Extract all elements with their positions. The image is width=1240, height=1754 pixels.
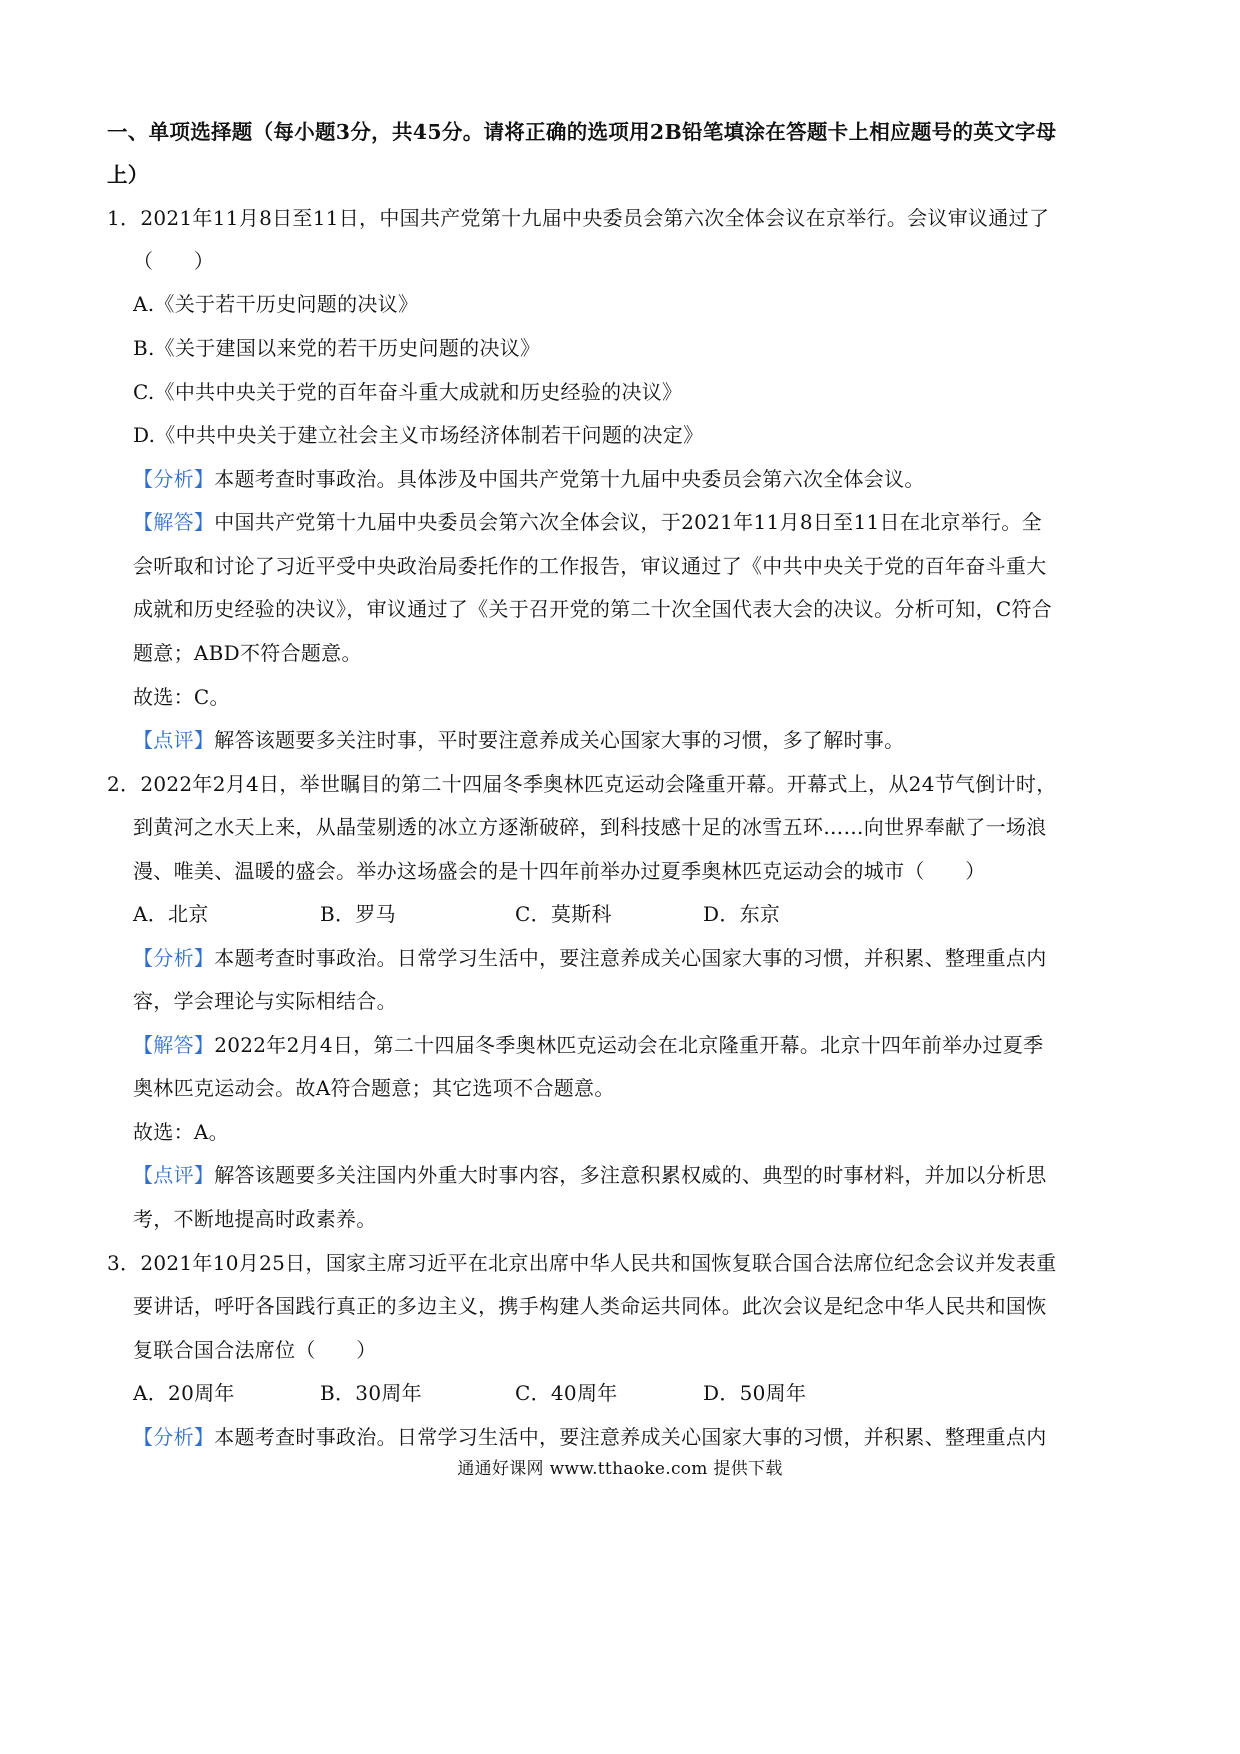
q2-comment-line-2: 考，不断地提高时政素养。 <box>133 1207 377 1231</box>
q1-option-a: A.《关于若干历史问题的决议》 <box>133 292 419 316</box>
analysis-tag: 【分析】 <box>133 467 215 491</box>
q1-option-b: B.《关于建国以来党的若干历史问题的决议》 <box>133 336 541 360</box>
q3-stem-line-3: 复联合国合法席位（ ） <box>133 1338 377 1362</box>
q1-option-d: D.《中共中央关于建立社会主义市场经济体制若干问题的决定》 <box>133 423 704 447</box>
q2-option-a: A．北京 <box>133 902 209 926</box>
page-footer: 通通好课网 www.tthaoke.com 提供下载 <box>457 1459 783 1479</box>
comment-tag: 【点评】 <box>133 1163 215 1187</box>
q3-option-b: B．30周年 <box>320 1381 422 1405</box>
section-heading-line-1: 一、单项选择题（每小题3分，共45分。请将正确的选项用2B铅笔填涂在答题卡上相应题号的英文字母 <box>107 120 1057 144</box>
q2-analysis-line-1 <box>133 944 1047 972</box>
q1-choice: 故选：C。 <box>133 685 230 709</box>
answer-text: 2022年2月4日，第二十四届冬季奥林匹克运动会在北京隆重开幕。北京十四年前举办过夏季 <box>214 1033 1044 1057</box>
q2-comment-line-1 <box>133 1161 1047 1189</box>
q2-option-c: C．莫斯科 <box>515 902 612 926</box>
q2-answer-line-1 <box>133 1031 1043 1059</box>
comment-text: 解答该题要多关注国内外重大时事内容，多注意积累权威的、典型的时事材料，并加以分析思 <box>214 1163 1047 1187</box>
q3-option-d: D．50周年 <box>703 1381 807 1405</box>
analysis-tag: 【分析】 <box>133 946 215 970</box>
q3-option-c: C．40周年 <box>515 1381 618 1405</box>
q2-option-d: D．东京 <box>703 902 781 926</box>
q1-answer-line-1 <box>133 508 1042 536</box>
q1-option-c: C.《中共中央关于党的百年奋斗重大成就和历史经验的决议》 <box>133 380 683 404</box>
comment-tag: 【点评】 <box>133 728 215 752</box>
q1-answer-line-2: 会听取和讨论了习近平受中央政治局委托作的工作报告，审议通过了《中共中央关于党的百年奋斗重大 <box>133 554 1047 578</box>
analysis-tag: 【分析】 <box>133 1425 215 1449</box>
q3-stem-line-2: 要讲话，呼吁各国践行真正的多边主义，携手构建人类命运共同体。此次会议是纪念中华人民共和国恢 <box>133 1294 1047 1318</box>
q2-answer-line-2: 奥林匹克运动会。故A符合题意；其它选项不合题意。 <box>133 1076 615 1100</box>
q3-option-a: A．20周年 <box>133 1381 235 1405</box>
comment-text: 解答该题要多关注时事，平时要注意养成关心国家大事的习惯，多了解时事。 <box>214 728 905 752</box>
section-heading-line-2: 上） <box>107 163 149 187</box>
analysis-text: 本题考查时事政治。日常学习生活中，要注意养成关心国家大事的习惯，并积累、整理重点内 <box>214 1425 1047 1449</box>
analysis-text: 本题考查时事政治。日常学习生活中，要注意养成关心国家大事的习惯，并积累、整理重点内 <box>214 946 1047 970</box>
q2-stem-line-2: 到黄河之水天上来，从晶莹剔透的冰立方逐渐破碎，到科技感十足的冰雪五环……向世界奉献了一场浪 <box>133 815 1047 839</box>
q2-stem-line-1: 2．2022年2月4日，举世瞩目的第二十四届冬季奥林匹克运动会隆重开幕。开幕式上，从24节气倒计时， <box>107 772 1057 796</box>
q2-analysis-line-2: 容，学会理论与实际相结合。 <box>133 989 397 1013</box>
q1-stem-line-2: （ ） <box>133 249 215 273</box>
answer-tag: 【解答】 <box>133 1033 215 1057</box>
q1-analysis <box>133 465 925 493</box>
answer-tag: 【解答】 <box>133 510 215 534</box>
q2-option-b: B．罗马 <box>320 902 396 926</box>
answer-text: 中国共产党第十九届中央委员会第六次全体会议，于2021年11月8日至11日在北京举行。全 <box>214 510 1042 534</box>
q2-choice: 故选：A。 <box>133 1120 229 1144</box>
analysis-text: 本题考查时事政治。具体涉及中国共产党第十九届中央委员会第六次全体会议。 <box>214 467 925 491</box>
q2-stem-line-3: 漫、唯美、温暖的盛会。举办这场盛会的是十四年前举办过夏季奥林匹克运动会的城市（ ） <box>133 859 986 883</box>
q3-stem-line-1: 3．2021年10月25日，国家主席习近平在北京出席中华人民共和国恢复联合国合法席位纪念会议并发表重 <box>107 1251 1057 1275</box>
q1-answer-line-3: 成就和历史经验的决议》，审议通过了《关于召开党的第二十次全国代表大会的决议。分析可知，C符合 <box>133 597 1053 621</box>
q1-stem-line-1: 1．2021年11月8日至11日，中国共产党第十九届中央委员会第六次全体会议在京举行。会议审议通过了 <box>107 206 1050 230</box>
q1-answer-line-4: 题意；ABD不符合题意。 <box>133 641 362 665</box>
q3-analysis-line-1 <box>133 1423 1047 1451</box>
q1-comment <box>133 726 904 754</box>
